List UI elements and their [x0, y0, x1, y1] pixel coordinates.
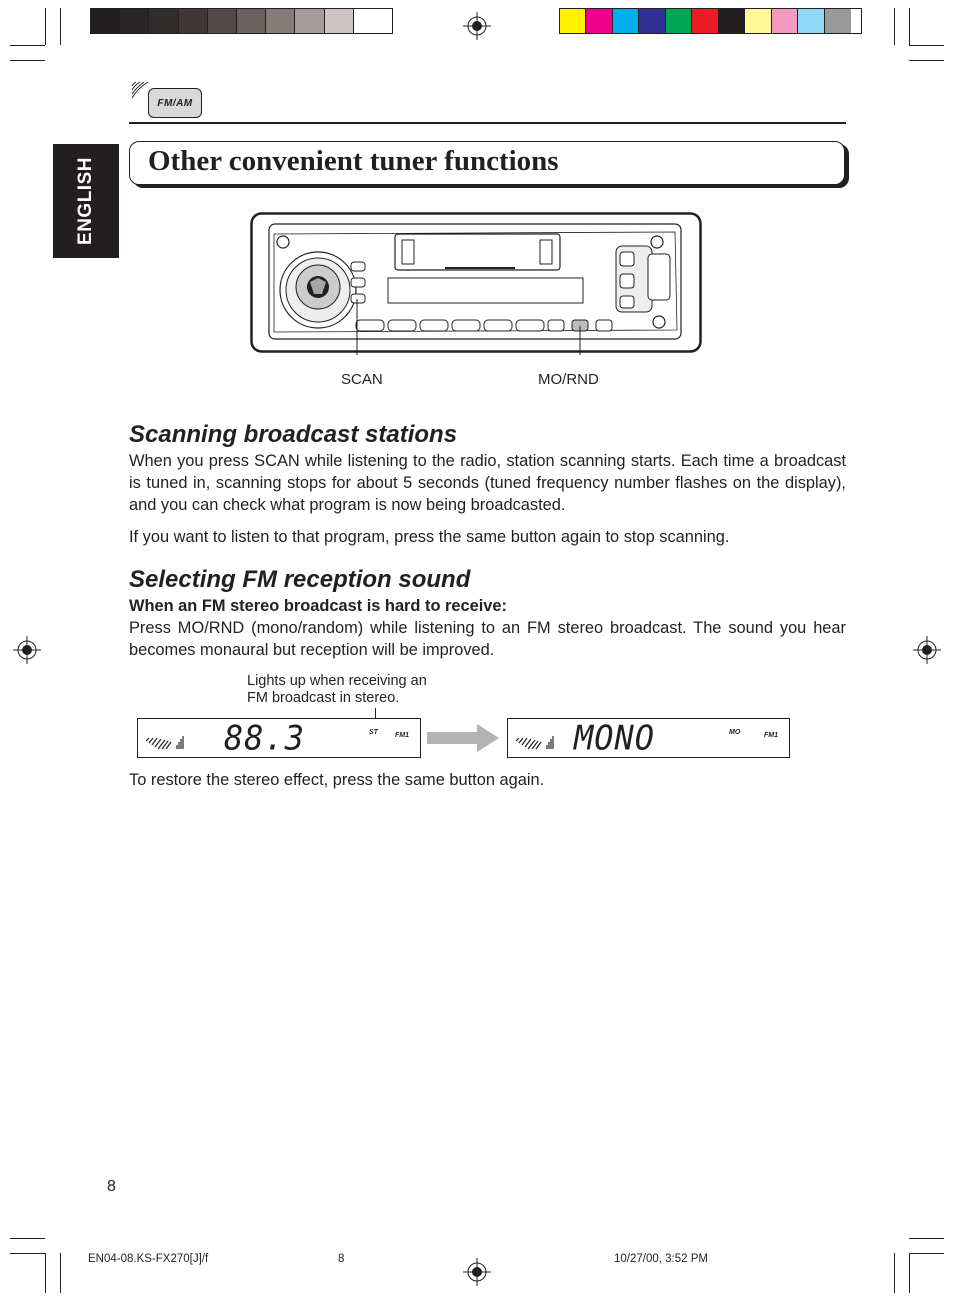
- crop-mark: [909, 1238, 944, 1239]
- registration-mark-icon: [913, 636, 941, 664]
- color-swatch: [639, 9, 665, 33]
- crop-mark: [909, 60, 944, 61]
- callout-line1: Lights up when receiving an: [247, 673, 427, 689]
- arrow-right-icon: [427, 724, 501, 752]
- gray-swatch: [325, 9, 354, 33]
- scan-button-label: SCAN: [341, 371, 383, 388]
- registration-mark-icon: [463, 12, 491, 40]
- grayscale-calibration-bar: [90, 8, 393, 34]
- gray-swatch: [179, 9, 208, 33]
- paragraph: When you press SCAN while listening to the radio, station scanning starts. Each time a broadcast is tuned in, scanning stops for about 5 seconds (tuned frequency number flashes on the display), and you can check what program is now being broadcasted.: [129, 452, 846, 514]
- callout-line2: FM broadcast in stereo.: [247, 690, 400, 706]
- crop-mark: [10, 1238, 45, 1239]
- fm-am-wave-icon: [130, 80, 150, 100]
- language-tab-label: ENGLISH: [75, 157, 96, 245]
- fm-am-badge: [148, 88, 202, 118]
- section-heading-scanning: Scanning broadcast stations: [129, 421, 458, 448]
- crop-mark: [10, 45, 45, 46]
- color-swatch: [745, 9, 771, 33]
- subheading: When an FM stereo broadcast is hard to receive:: [129, 597, 507, 615]
- footer-page: 8: [338, 1253, 345, 1265]
- crop-mark: [909, 45, 944, 46]
- color-calibration-bar: [559, 8, 862, 34]
- gray-swatch: [237, 9, 266, 33]
- band-indicator: FM1: [395, 732, 409, 739]
- stereo-display: [137, 718, 421, 758]
- crop-mark: [60, 1253, 61, 1293]
- gray-swatch: [91, 9, 120, 33]
- header-rule: [129, 122, 846, 124]
- paragraph: If you want to listen to that program, press the same button again to stop scanning.: [129, 528, 730, 546]
- color-swatch: [798, 9, 824, 33]
- gray-swatch: [295, 9, 324, 33]
- page-title: Other convenient tuner functions: [148, 145, 559, 177]
- signal-strength-icon: [514, 733, 556, 751]
- section-heading-fm-sound: Selecting FM reception sound: [129, 566, 471, 593]
- color-swatch: [825, 9, 851, 33]
- signal-strength-icon: [144, 733, 186, 751]
- crop-mark: [909, 1253, 944, 1254]
- crop-mark: [894, 1253, 895, 1293]
- color-swatch: [613, 9, 639, 33]
- color-swatch: [719, 9, 745, 33]
- gray-swatch: [149, 9, 178, 33]
- color-swatch: [560, 9, 586, 33]
- crop-mark: [10, 1253, 45, 1254]
- color-swatch: [692, 9, 718, 33]
- crop-mark: [909, 1253, 910, 1293]
- crop-mark: [45, 8, 46, 45]
- frequency-readout: 88.3: [224, 718, 306, 758]
- band-indicator: FM1: [764, 732, 778, 739]
- crop-mark: [909, 8, 910, 45]
- mo-rnd-button-label: MO/RND: [538, 371, 599, 388]
- head-unit-illustration: [250, 212, 702, 355]
- gray-swatch: [208, 9, 237, 33]
- gray-swatch: [266, 9, 295, 33]
- crop-mark: [60, 8, 61, 45]
- mono-indicator: MO: [729, 729, 741, 736]
- color-swatch: [772, 9, 798, 33]
- language-tab: [53, 144, 119, 258]
- crop-mark: [894, 8, 895, 45]
- gray-swatch: [354, 9, 383, 33]
- registration-mark-icon: [13, 636, 41, 664]
- paragraph: Press MO/RND (mono/random) while listening to an FM stereo broadcast. The sound you hear becomes monaural but reception will be improved.: [129, 619, 846, 659]
- paragraph: To restore the stereo effect, press the same button again.: [129, 771, 545, 789]
- color-swatch: [666, 9, 692, 33]
- crop-mark: [45, 1253, 46, 1293]
- color-swatch: [586, 9, 612, 33]
- stereo-indicator: ST: [369, 729, 378, 736]
- gray-swatch: [120, 9, 149, 33]
- crop-mark: [10, 60, 45, 61]
- page-number: 8: [107, 1178, 116, 1195]
- mode-readout: MONO: [574, 718, 656, 758]
- registration-mark-icon: [463, 1258, 491, 1286]
- footer-file-id: EN04-08.KS-FX270[J]/f: [88, 1253, 209, 1265]
- mono-display: [507, 718, 790, 758]
- fm-am-badge-label: FM/AM: [157, 97, 193, 109]
- page-title-box: [129, 141, 845, 185]
- footer-timestamp: 10/27/00, 3:52 PM: [614, 1253, 708, 1265]
